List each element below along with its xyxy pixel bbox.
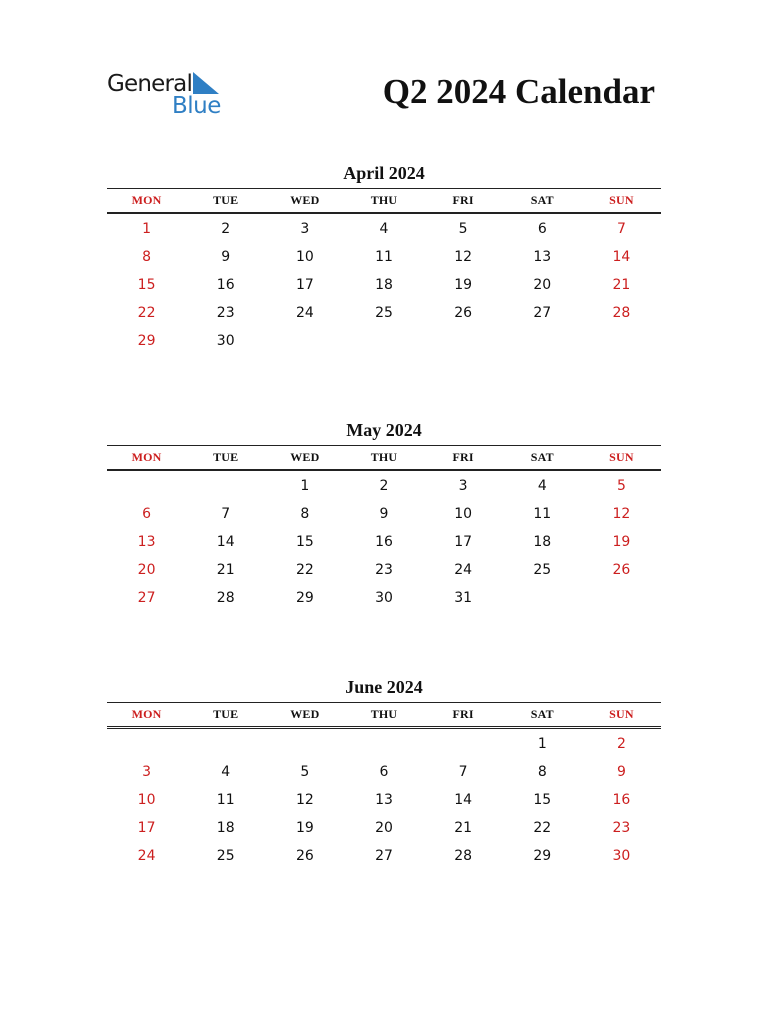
day-cell: 10 [137, 792, 156, 808]
day-cell: 2 [379, 478, 389, 494]
day-cell: 24 [295, 305, 314, 321]
day-cell: 20 [375, 820, 393, 836]
day-cell: 23 [216, 305, 235, 321]
week-row [107, 327, 661, 355]
day-cell: 20 [137, 562, 156, 578]
day-cell: 25 [216, 848, 235, 864]
day-cell: 21 [612, 277, 631, 293]
weekday-fri: FRI [452, 450, 474, 464]
day-cell: 21 [454, 820, 473, 836]
weekday-header [107, 445, 661, 471]
day-cell: 6 [537, 221, 547, 237]
day-cell: 13 [533, 249, 552, 265]
week-row [107, 758, 661, 786]
weekday-tue: TUE [213, 193, 239, 207]
weekday-mon: MON [131, 450, 162, 464]
day-cell: 27 [533, 305, 552, 321]
day-cell: 2 [221, 221, 231, 237]
day-cell: 17 [295, 277, 314, 293]
day-cell: 29 [295, 590, 314, 606]
day-cell: 15 [533, 792, 552, 808]
day-cell: 31 [454, 590, 473, 606]
day-cell: 26 [612, 562, 631, 578]
day-cell: 7 [458, 764, 468, 780]
day-cell: 16 [216, 277, 235, 293]
week-row [107, 472, 661, 500]
day-cell: 26 [454, 305, 473, 321]
day-cell: 5 [300, 764, 310, 780]
week-row [107, 786, 661, 814]
day-cell: 22 [533, 820, 552, 836]
weekday-sun: SUN [609, 193, 634, 207]
day-cell: 20 [533, 277, 552, 293]
weekday-sun: SUN [609, 707, 634, 721]
day-cell: 25 [375, 305, 393, 321]
month-title: June 2024 [345, 677, 423, 697]
weekday-wed: WED [290, 450, 320, 464]
day-cell: 4 [537, 478, 547, 494]
day-cell: 9 [379, 506, 389, 522]
day-cell: 17 [454, 534, 473, 550]
day-cell: 18 [216, 820, 235, 836]
weekday-mon: MON [131, 707, 162, 721]
day-cell: 2 [616, 736, 626, 752]
weekday-header [107, 702, 661, 729]
day-cell: 1 [537, 736, 547, 752]
week-row [107, 271, 661, 299]
day-cell: 30 [612, 848, 631, 864]
month-april [107, 158, 661, 355]
weekday-thu: THU [370, 450, 398, 464]
day-cell: 24 [137, 848, 156, 864]
day-cell: 28 [612, 305, 631, 321]
day-cell: 22 [137, 305, 156, 321]
month-title: April 2024 [343, 163, 425, 183]
week-row [107, 842, 661, 870]
weeks [107, 214, 661, 355]
day-cell: 8 [142, 249, 152, 265]
day-cell: 21 [216, 562, 235, 578]
day-cell: 23 [612, 820, 631, 836]
day-cell: 28 [454, 848, 473, 864]
logo-text-blue: Blue [172, 93, 221, 119]
day-cell: 1 [300, 478, 310, 494]
day-cell: 13 [137, 534, 156, 550]
month-title: May 2024 [346, 420, 422, 440]
logo-text-general: General [107, 71, 193, 97]
week-row [107, 528, 661, 556]
day-cell: 13 [375, 792, 393, 808]
day-cell: 22 [295, 562, 314, 578]
day-cell: 16 [612, 792, 631, 808]
weekday-header [107, 188, 661, 214]
weeks [107, 471, 661, 612]
day-cell: 6 [379, 764, 389, 780]
weekday-tue: TUE [213, 450, 239, 464]
day-cell: 3 [142, 764, 152, 780]
day-cell: 10 [295, 249, 314, 265]
weekday-tue: TUE [213, 707, 239, 721]
day-cell: 10 [454, 506, 473, 522]
day-cell: 1 [142, 221, 152, 237]
weekday-sat: SAT [530, 707, 554, 721]
day-cell: 30 [375, 590, 393, 606]
week-row [107, 814, 661, 842]
day-cell: 14 [612, 249, 631, 265]
weekday-fri: FRI [452, 707, 474, 721]
day-cell: 12 [295, 792, 314, 808]
day-cell: 24 [454, 562, 473, 578]
day-cell: 11 [216, 792, 235, 808]
day-cell: 12 [454, 249, 473, 265]
day-cell: 7 [616, 221, 626, 237]
day-cell: 8 [537, 764, 547, 780]
week-row [107, 299, 661, 327]
day-cell: 14 [454, 792, 473, 808]
day-cell: 5 [458, 221, 468, 237]
weekday-mon: MON [131, 193, 162, 207]
week-row [107, 243, 661, 271]
day-cell: 11 [375, 249, 393, 265]
weekday-thu: THU [370, 193, 398, 207]
day-cell: 15 [295, 534, 314, 550]
day-cell: 8 [300, 506, 310, 522]
day-cell: 23 [375, 562, 393, 578]
day-cell: 29 [533, 848, 552, 864]
weekday-sat: SAT [530, 450, 554, 464]
week-row [107, 730, 661, 758]
week-row [107, 584, 661, 612]
day-cell: 4 [221, 764, 231, 780]
day-cell: 18 [375, 277, 393, 293]
day-cell: 17 [137, 820, 156, 836]
day-cell: 18 [533, 534, 552, 550]
month-june [107, 672, 661, 870]
day-cell: 27 [137, 590, 156, 606]
day-cell: 11 [533, 506, 552, 522]
weeks [107, 729, 661, 870]
day-cell: 19 [612, 534, 631, 550]
day-cell: 19 [454, 277, 473, 293]
day-cell: 15 [137, 277, 156, 293]
day-cell: 7 [221, 506, 231, 522]
day-cell: 3 [300, 221, 310, 237]
day-cell: 9 [616, 764, 626, 780]
weekday-wed: WED [290, 193, 320, 207]
day-cell: 3 [458, 478, 468, 494]
weekday-sun: SUN [609, 450, 634, 464]
day-cell: 16 [375, 534, 393, 550]
day-cell: 26 [295, 848, 314, 864]
day-cell: 27 [375, 848, 393, 864]
weekday-wed: WED [290, 707, 320, 721]
day-cell: 14 [216, 534, 235, 550]
weekday-sat: SAT [530, 193, 554, 207]
day-cell: 9 [221, 249, 231, 265]
month-may [107, 415, 661, 612]
week-row [107, 500, 661, 528]
day-cell: 6 [142, 506, 152, 522]
day-cell: 5 [616, 478, 626, 494]
day-cell: 19 [295, 820, 314, 836]
day-cell: 30 [216, 333, 235, 349]
day-cell: 4 [379, 221, 389, 237]
day-cell: 12 [612, 506, 631, 522]
week-row [107, 215, 661, 243]
day-cell: 25 [533, 562, 552, 578]
day-cell: 28 [216, 590, 235, 606]
day-cell: 29 [137, 333, 156, 349]
logo [107, 70, 237, 120]
page-title: Q2 2024 Calendar [382, 72, 655, 111]
week-row [107, 556, 661, 584]
weekday-thu: THU [370, 707, 398, 721]
weekday-fri: FRI [452, 193, 474, 207]
